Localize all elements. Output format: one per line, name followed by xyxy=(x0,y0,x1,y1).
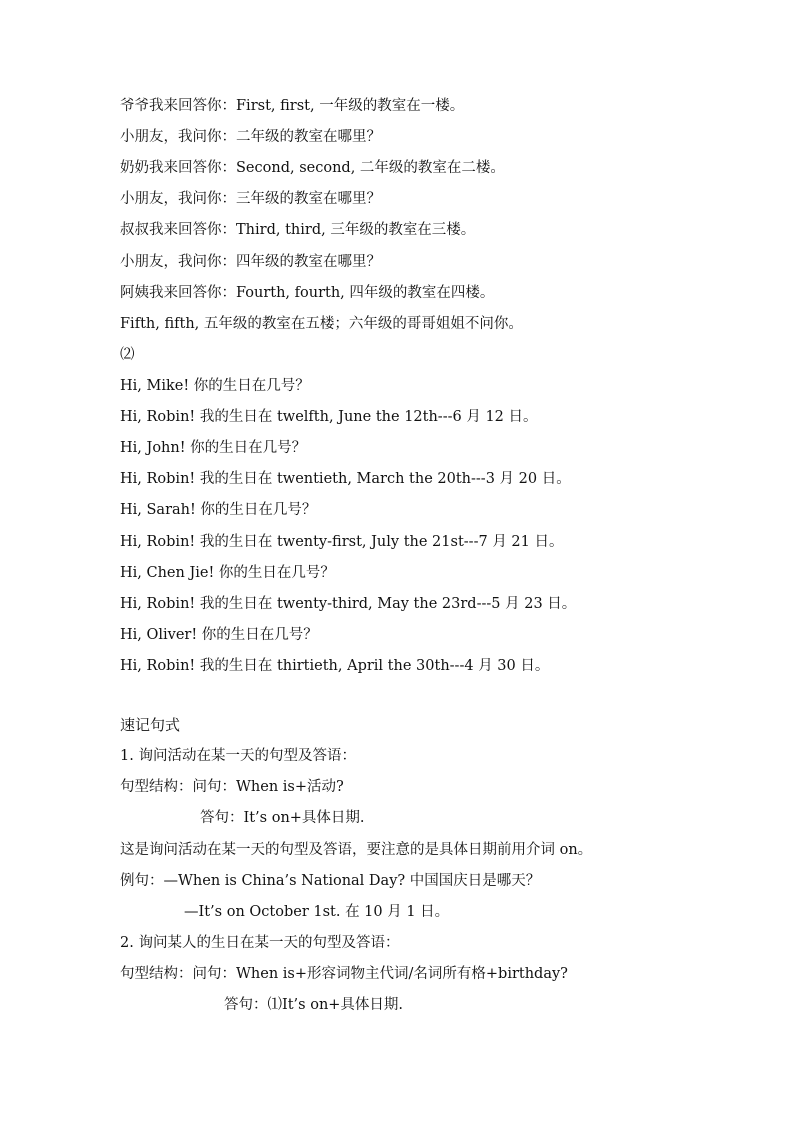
rhyme1-line-8: Fifth, fifth, 五年级的教室在五楼；六年级的哥哥姐姐不问你。 xyxy=(120,316,523,332)
pattern1-structure-question: 句型结构：问句：When is+活动? xyxy=(120,779,344,795)
rhyme1-line-3: 奶奶我来回答你：Second, second, 二年级的教室在二楼。 xyxy=(120,160,505,176)
rhyme1-line-6: 小朋友，我问你：四年级的教室在哪里？ xyxy=(120,254,381,270)
rhyme1-line-4: 小朋友，我问你：三年级的教室在哪里？ xyxy=(120,191,381,207)
rhyme1-line-2: 小朋友，我问你：二年级的教室在哪里？ xyxy=(120,129,381,145)
pattern2-structure-answer: 答句：⑴It’s on+具体日期. xyxy=(224,997,404,1013)
pattern1-note: 这是询问活动在某一天的句型及答语，要注意的是具体日期前用介词 on。 xyxy=(120,842,593,858)
pattern1-structure-answer: 答句：It’s on+具体日期. xyxy=(200,810,365,826)
rhyme2-line-7: Hi, Chen Jie! 你的生日在几号？ xyxy=(120,565,335,581)
section-title: 速记句式 xyxy=(120,716,181,734)
rhyme1-line-5: 叔叔我来回答你：Third, third, 三年级的教室在三楼。 xyxy=(120,222,476,238)
rhyme2-line-8: Hi, Robin! 我的生日在 twenty-third, May the 23rd---5 月 23 日。 xyxy=(120,596,577,612)
rhyme2-line-9: Hi, Oliver! 你的生日在几号？ xyxy=(120,627,318,643)
rhyme1-line-7: 阿姨我来回答你：Fourth, fourth, 四年级的教室在四楼。 xyxy=(120,285,495,301)
pattern2-title: 2. 询问某人的生日在某一天的句型及答语： xyxy=(120,935,400,951)
rhyme2-line-6: Hi, Robin! 我的生日在 twenty-first, July the 21st---7 月 21 日。 xyxy=(120,534,564,550)
rhyme2-line-1: Hi, Mike! 你的生日在几号？ xyxy=(120,378,310,394)
pattern1-example-question: 例句：—When is China’s National Day? 中国国庆日是哪天？ xyxy=(120,873,541,889)
pattern1-title: 1. 询问活动在某一天的句型及答语： xyxy=(120,748,356,764)
rhyme2-line-3: Hi, John! 你的生日在几号？ xyxy=(120,440,307,456)
rhyme2-line-2: Hi, Robin! 我的生日在 twelfth, June the 12th---6 月 12 日。 xyxy=(120,409,538,425)
rhyme1-line-1: 爷爷我来回答你：First, first, 一年级的教室在一楼。 xyxy=(120,98,465,114)
rhyme2-line-5: Hi, Sarah! 你的生日在几号？ xyxy=(120,502,317,518)
rhyme2-line-4: Hi, Robin! 我的生日在 twentieth, March the 20th---3 月 20 日。 xyxy=(120,471,571,487)
rhyme2-line-10: Hi, Robin! 我的生日在 thirtieth, April the 30th---4 月 30 日。 xyxy=(120,658,550,674)
pattern1-example-answer: —It’s on October 1st. 在 10 月 1 日。 xyxy=(184,904,450,920)
rhyme2-label: ⑵ xyxy=(120,347,135,363)
pattern2-structure-question: 句型结构：问句：When is+形容词物主代词/名词所有格+birthday? xyxy=(120,966,568,982)
